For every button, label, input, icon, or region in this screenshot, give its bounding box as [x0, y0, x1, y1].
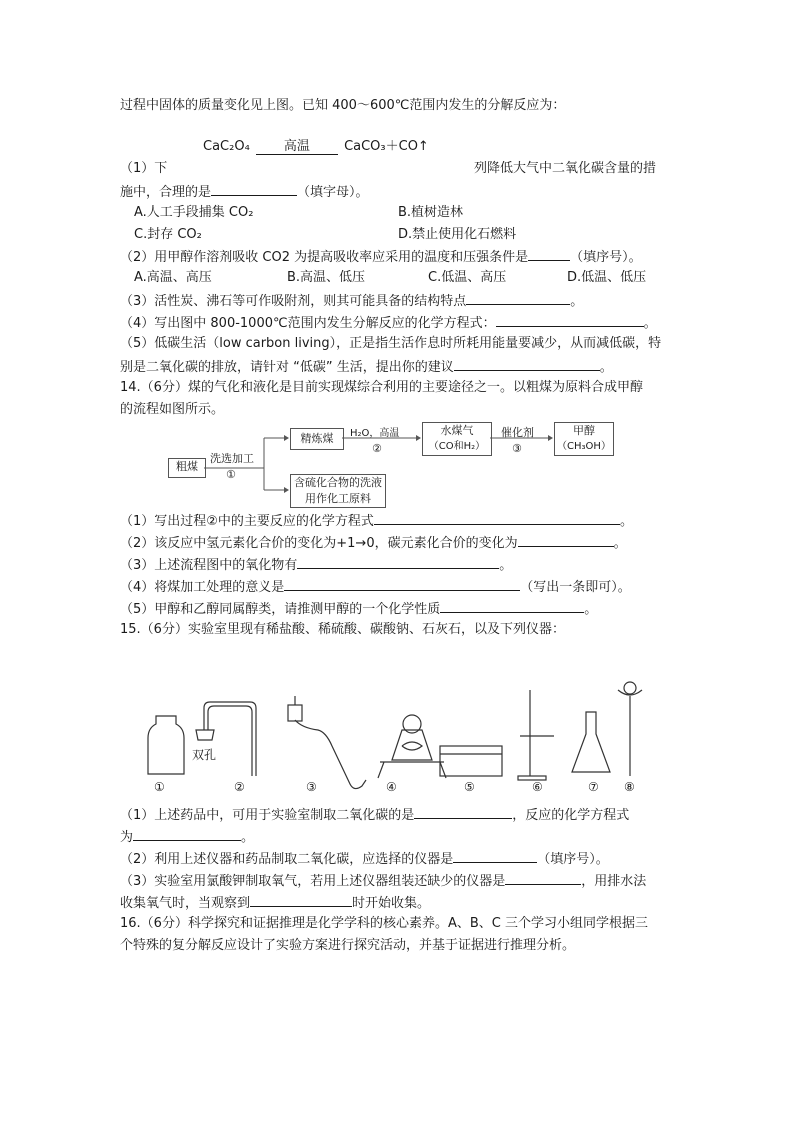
eq-right: CaCO₃＋CO↑ — [344, 139, 429, 154]
eq-condition: 高温 — [283, 139, 310, 154]
apparatus-drawing — [140, 650, 660, 810]
q15-intro: 15.（6分）实验室里现有稀盐酸、稀硫酸、碳酸钠、石灰石，以及下列仪器： — [120, 622, 565, 637]
equation — [203, 137, 429, 157]
flow-wash-label: 洗选加工 — [210, 452, 254, 465]
q15-t3-line2 — [120, 892, 430, 914]
q4-text: （4）写出图中 800-1000℃范围内发生分解反应的化学方程式： — [120, 316, 496, 331]
methanol-formula: （CH₃OH） — [557, 441, 611, 452]
q2-text: （2）用甲醇作溶剂吸收 CO2 为提高吸收率应采用的温度和压强条件是 — [120, 250, 529, 265]
q3-tail: 。 — [570, 294, 584, 309]
apparatus-label-8: ⑧ — [624, 780, 635, 794]
q1-text: 施中，合理的是 — [120, 185, 212, 200]
q5-line1: （5）低碳生活（low carbon living），正是指生活作息时所耗用能量要减少，从而减低碳，特 — [120, 336, 662, 351]
t3-text2: ，用排水法 — [581, 874, 647, 889]
answer-blank[interactable] — [284, 576, 520, 591]
answer-blank[interactable] — [133, 826, 241, 841]
answer-blank[interactable] — [466, 290, 570, 305]
waste-line2: 用作化工原料 — [305, 492, 371, 505]
t3-text: （3）实验室用氯酸钾制取氧气，若用上述仪器组装还缺少的仪器是 — [120, 874, 506, 889]
flow-step1: ① — [226, 468, 236, 481]
t3-text3: 收集氧气时，当观察到 — [120, 896, 251, 911]
t2-text: （2）利用上述仪器和药品制取二氧化碳，应选择的仪器是 — [120, 852, 454, 867]
methanol-label: 甲醇 — [573, 424, 595, 437]
answer-blank[interactable] — [454, 356, 600, 371]
q4-tail: 。 — [643, 316, 657, 331]
q1-line2 — [120, 181, 369, 203]
flowchart — [160, 420, 630, 510]
s4-text: （4）将煤加工处理的意义是 — [120, 580, 285, 595]
apparatus-label-2: ② — [234, 780, 245, 794]
t2-tail: （填序号）。 — [537, 852, 609, 867]
q3-line — [120, 290, 583, 312]
eq-arrow — [256, 140, 338, 155]
answer-blank[interactable] — [528, 246, 570, 261]
q4-line — [120, 312, 657, 334]
flow-water-gas — [422, 422, 492, 456]
apparatus-label-3: ③ — [306, 780, 317, 794]
q16-line2: 个特殊的复分解反应设计了实验方案进行探究活动，并基于证据进行推理分析。 — [120, 938, 576, 953]
waste-line1: 含硫化合物的洗液 — [294, 476, 382, 489]
s5-tail: 。 — [584, 602, 598, 617]
answer-blank[interactable] — [453, 848, 537, 863]
s1-tail: 。 — [619, 514, 633, 529]
apparatus-label-4: ④ — [386, 780, 397, 794]
flow-refined-coal: 精炼煤 — [290, 428, 344, 450]
apparatus-figure — [140, 650, 660, 810]
flow-condition2: H₂O，高温 — [350, 428, 400, 439]
apparatus-label-7: ⑦ — [588, 780, 599, 794]
answer-blank[interactable] — [250, 892, 352, 907]
answer-blank[interactable] — [374, 510, 620, 525]
q5-tail: 。 — [599, 360, 613, 375]
q3-text: （3）活性炭、沸石等可作吸附剂，则其可能具备的结构特点 — [120, 294, 467, 309]
q15-t2 — [120, 848, 609, 870]
answer-blank[interactable] — [518, 532, 614, 547]
q15-t1-line1 — [120, 804, 629, 826]
flow-waste — [290, 474, 386, 508]
t1-tail: 。 — [241, 830, 255, 845]
answer-blank[interactable] — [211, 181, 297, 196]
q2-option-b: B.高温、低压 — [287, 270, 366, 285]
q14-s1 — [120, 510, 633, 532]
t1-text3: 为 — [120, 830, 134, 845]
double-hole-label: 双孔 — [192, 748, 217, 762]
answer-blank[interactable] — [297, 554, 499, 569]
q2-option-d: D.低温、低压 — [567, 270, 647, 285]
q15-t3-line1 — [120, 870, 646, 892]
q14-s5 — [120, 598, 597, 620]
q5-line2 — [120, 356, 613, 378]
q5-text: 别是二氧化碳的排放，请针对 “低碳” 生活，提出你的建议 — [120, 360, 454, 375]
option-c: C.封存 CO₂ — [134, 227, 202, 242]
apparatus-label-1: ① — [154, 780, 165, 794]
s5-text: （5）甲醇和乙醇同属醇类，请推测甲醇的一个化学性质 — [120, 602, 441, 617]
option-a: A.人工手段捕集 CO₂ — [134, 205, 254, 220]
t1-text: （1）上述药品中，可用于实验室制取二氧化碳的是 — [120, 808, 415, 823]
q1-tail: （填字母）。 — [297, 185, 369, 200]
s1-text: （1）写出过程②中的主要反应的化学方程式 — [120, 514, 374, 529]
apparatus-label-5: ⑤ — [464, 780, 475, 794]
water-gas-label: 水煤气 — [440, 424, 474, 437]
s2-text: （2）该反应中氢元素化合价的变化为+1→0，碳元素化合价的变化为 — [120, 536, 518, 551]
option-b: B.植树造林 — [398, 205, 464, 220]
eq-left: CaC₂O₄ — [203, 139, 250, 154]
q2-option-c: C.低温、高压 — [428, 270, 507, 285]
s3-tail: 。 — [499, 558, 513, 573]
answer-blank[interactable] — [440, 598, 584, 613]
option-d: D.禁止使用化石燃料 — [398, 227, 517, 242]
q2-tail: （填序号）。 — [570, 250, 642, 265]
q14-line1: 14.（6分）煤的气化和液化是目前实现煤综合利用的主要途径之一。以粗煤为原料合成甲醇 — [120, 380, 643, 395]
t3-tail: 时开始收集。 — [352, 896, 431, 911]
water-gas-formula: （CO和H₂） — [428, 441, 486, 452]
t1-text2: ，反应的化学方程式 — [512, 808, 630, 823]
flow-step3: ③ — [512, 442, 522, 455]
answer-blank[interactable] — [496, 312, 644, 327]
apparatus-label-6: ⑥ — [532, 780, 543, 794]
q14-s3 — [120, 554, 512, 576]
q1-end: 列降低大气中二氧化碳含量的措 — [474, 161, 657, 176]
q2-line — [120, 246, 642, 268]
s2-tail: 。 — [613, 536, 627, 551]
s4-tail: （写出一条即可）。 — [520, 580, 631, 595]
flow-raw-coal: 粗煤 — [168, 458, 206, 478]
flow-catalyst: 催化剂 — [501, 426, 534, 439]
answer-blank[interactable] — [505, 870, 581, 885]
answer-blank[interactable] — [414, 804, 512, 819]
q15-t1-line2 — [120, 826, 254, 848]
flow-methanol — [554, 422, 614, 456]
flow-step2: ② — [372, 442, 382, 455]
q14-line2: 的流程如图所示。 — [120, 402, 225, 417]
q14-s4 — [120, 576, 631, 598]
s3-text: （3）上述流程图中的氧化物有 — [120, 558, 298, 573]
q16-line1: 16.（6分）科学探究和证据推理是化学学科的核心素养。A、B、C 三个学习小组同学根据三 — [120, 916, 648, 931]
q1-start: （1）下 — [120, 161, 168, 176]
q2-option-a: A.高温、高压 — [134, 270, 212, 285]
intro-line: 过程中固体的质量变化见上图。已知 400～600℃范围内发生的分解反应为： — [120, 98, 566, 113]
q14-s2 — [120, 532, 627, 554]
